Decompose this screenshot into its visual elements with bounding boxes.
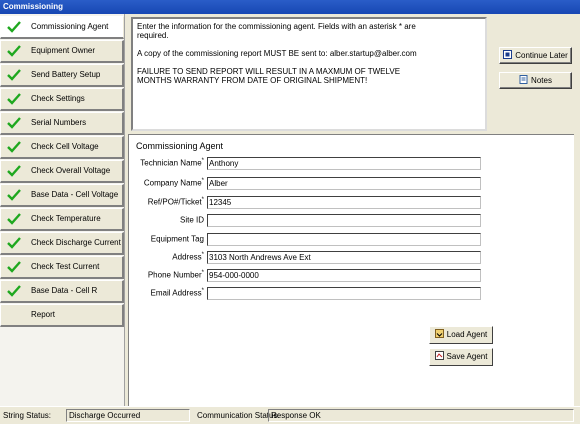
instructions-text: Enter the information for the commissioning agent. Fields with an asterisk * are required.	[137, 22, 416, 40]
equipment-tag-field[interactable]	[207, 233, 481, 246]
phone-number-field[interactable]	[207, 269, 481, 282]
ref-po-ticket-label: Ref/PO#/Ticket*	[147, 197, 204, 207]
sidebar-item-label: Equipment Owner	[31, 46, 96, 55]
save-agent-button[interactable]	[429, 348, 493, 366]
sidebar-item-label: Check Discharge Current	[31, 238, 121, 247]
load-agent-label: Load Agent	[446, 330, 488, 339]
checkmark-icon	[7, 68, 21, 82]
window-title: Commissioning	[0, 0, 580, 14]
notes-button[interactable]	[499, 72, 572, 89]
email-address-label: Email Address*	[150, 288, 204, 298]
sidebar-item-commissioning-agent[interactable]	[0, 16, 124, 39]
sidebar-item-check-discharge-current[interactable]	[0, 232, 124, 255]
notes-label: Notes	[531, 76, 552, 85]
checkmark-icon	[7, 116, 21, 130]
string-status-value: Discharge Occurred	[66, 409, 190, 422]
sidebar-item-check-temperature[interactable]	[0, 208, 124, 231]
sidebar-item-label: Check Test Current	[31, 262, 100, 271]
ref-po-ticket-field[interactable]	[207, 196, 481, 209]
address-label: Address*	[172, 252, 204, 262]
sidebar-item-base-data-cell-r[interactable]	[0, 280, 124, 303]
checkmark-icon	[7, 164, 21, 178]
sidebar-item-base-data-cell-voltage[interactable]	[0, 184, 124, 207]
phone-number-label: Phone Number*	[147, 270, 204, 280]
sidebar-item-report[interactable]	[0, 304, 124, 327]
sidebar-item-label: Send Battery Setup	[31, 70, 101, 79]
site-id-label: Site ID	[179, 215, 204, 225]
checkmark-icon	[7, 188, 21, 202]
sidebar-item-label: Commissioning Agent	[31, 22, 109, 31]
communication-status-value: Response OK	[268, 409, 574, 422]
technician-name-field[interactable]	[207, 157, 481, 170]
status-bar	[0, 406, 580, 424]
load-agent-button[interactable]	[429, 326, 493, 344]
email-address-field[interactable]	[207, 287, 481, 300]
warranty-warning: FAILURE TO SEND REPORT WILL RESULT IN A MAXMUM OF TWELVE MONTHS WARRANTY FROM DATE OF ORIGINAL SHIPMENT!	[137, 67, 401, 85]
instructions-box	[131, 17, 487, 131]
sidebar-item-label: Base Data - Cell Voltage	[31, 190, 119, 199]
checkmark-icon	[7, 140, 21, 154]
technician-name-label: Technician Name*	[140, 158, 204, 168]
sidebar	[0, 14, 125, 406]
exit-icon	[503, 50, 512, 59]
string-status-label: String Status:	[3, 411, 52, 420]
checkmark-icon	[7, 92, 21, 106]
checkmark-icon	[7, 236, 21, 250]
sidebar-item-label: Check Cell Voltage	[31, 142, 99, 151]
sidebar-item-check-test-current[interactable]	[0, 256, 124, 279]
sidebar-item-check-cell-voltage[interactable]	[0, 136, 124, 159]
form-heading: Commissioning Agent	[136, 141, 224, 151]
sidebar-item-label: Serial Numbers	[31, 118, 87, 127]
sidebar-item-check-settings[interactable]	[0, 88, 124, 111]
continue-later-button[interactable]	[499, 47, 572, 64]
checkmark-icon	[7, 260, 21, 274]
save-agent-label: Save Agent	[446, 352, 488, 361]
report-email-notice: A copy of the commissioning report MUST BE sent to: alber.startup@alber.com	[137, 49, 417, 58]
agent-form-panel	[128, 134, 574, 406]
checkmark-icon	[7, 20, 21, 34]
save-icon	[435, 351, 444, 360]
site-id-field[interactable]	[207, 214, 481, 227]
notes-icon	[519, 75, 528, 84]
load-icon	[435, 329, 444, 338]
sidebar-item-send-battery-setup[interactable]	[0, 64, 124, 87]
sidebar-item-label: Base Data - Cell R	[31, 286, 98, 295]
communication-status-label: Communication Status:	[197, 411, 280, 420]
address-field[interactable]	[207, 251, 481, 264]
sidebar-item-serial-numbers[interactable]	[0, 112, 124, 135]
equipment-tag-label: Equipment Tag	[150, 234, 204, 244]
checkmark-icon	[7, 284, 21, 298]
continue-later-label: Continue Later	[515, 51, 568, 60]
sidebar-item-label: Report	[31, 310, 56, 319]
company-name-field[interactable]	[207, 177, 481, 190]
sidebar-item-label: Check Temperature	[31, 214, 101, 223]
checkmark-icon	[7, 44, 21, 58]
sidebar-item-label: Check Settings	[31, 94, 85, 103]
sidebar-item-label: Check Overall Voltage	[31, 166, 111, 175]
sidebar-item-check-overall-voltage[interactable]	[0, 160, 124, 183]
checkmark-icon	[7, 212, 21, 226]
company-name-label: Company Name*	[143, 178, 204, 188]
sidebar-item-equipment-owner[interactable]	[0, 40, 124, 63]
